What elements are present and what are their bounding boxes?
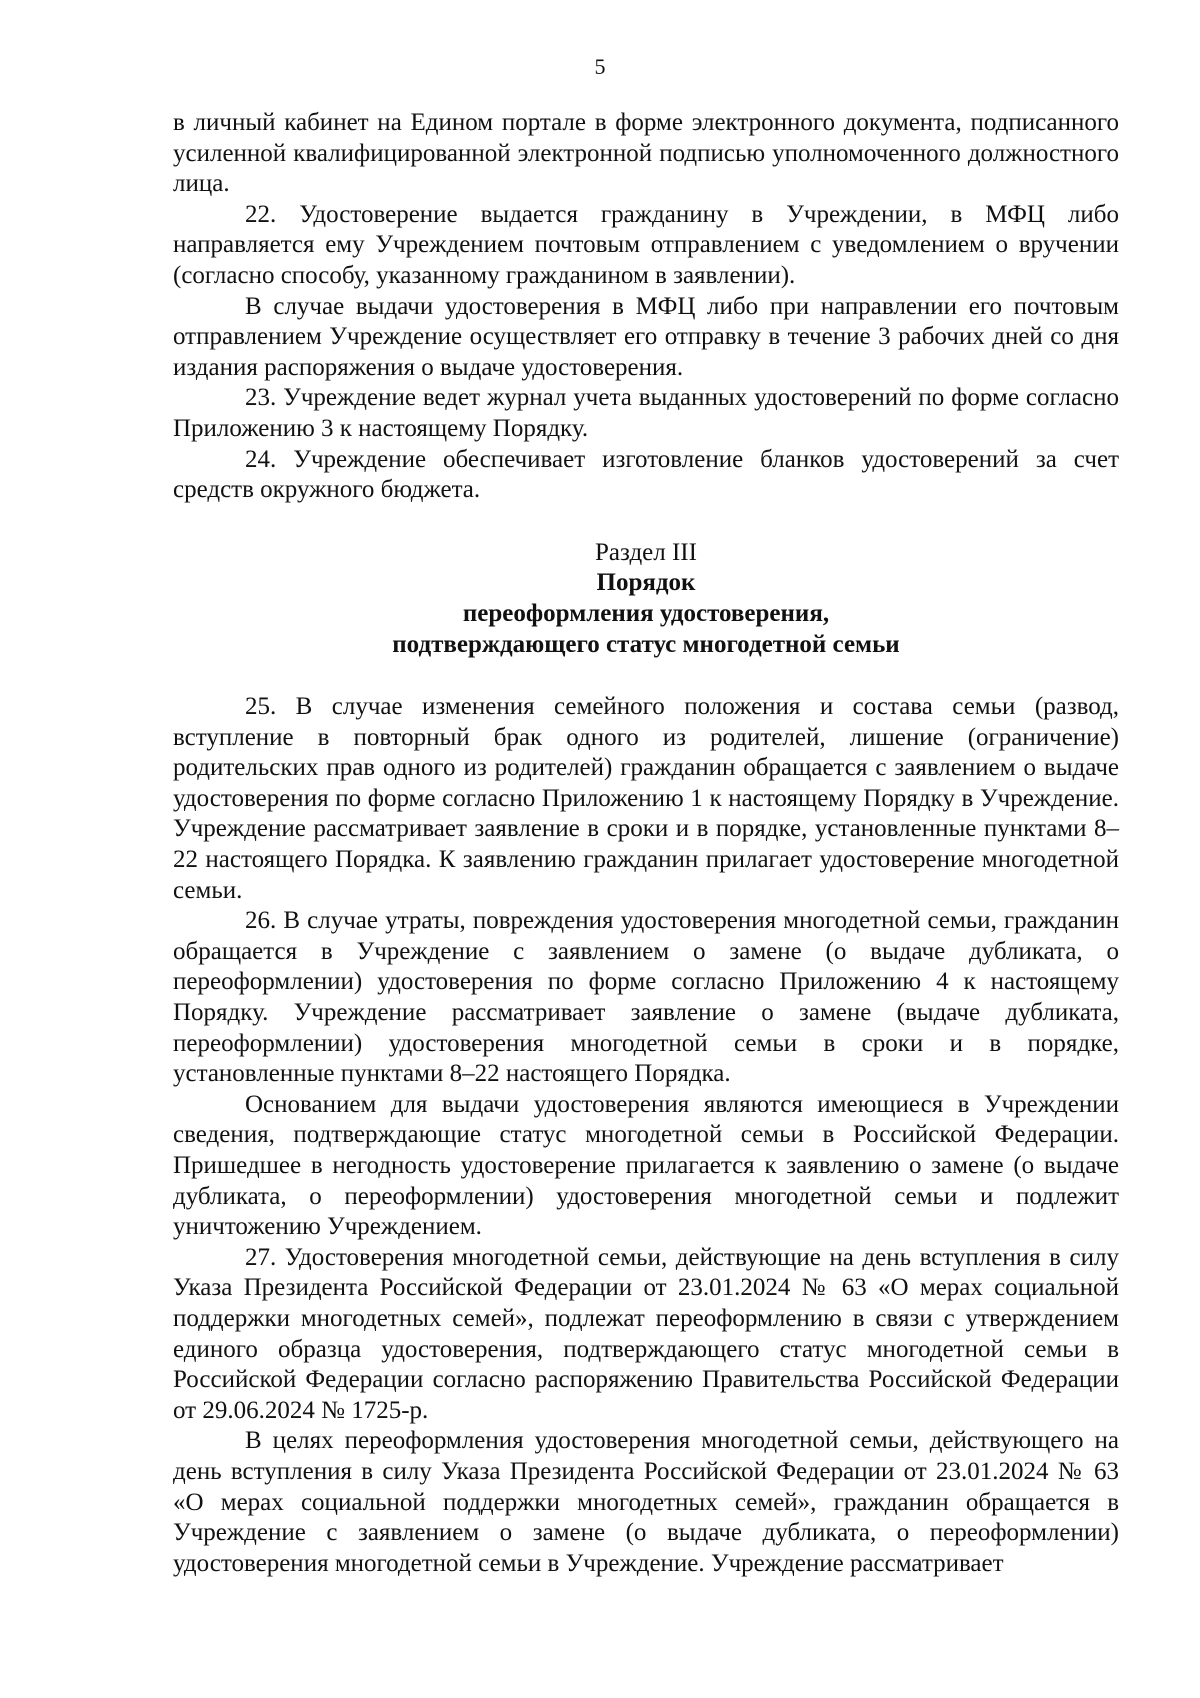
paragraph-27-reissue: В целях переоформления удостоверения многодетной семьи, действующего на день вступления в силу Указа Президента Российской Федерации от 23.01.2024 № 63 «О мерах социальной поддержки многодетных семей», гражданин обращается в Учреждение с заявлением о замене (о выдаче дубликата, о переоформлении) удостоверения многодетной семьи в Учреждение. Учреждение рассматривает: [173, 1427, 1119, 1577]
paragraph-24: 24. Учреждение обеспечивает изготовление бланков удостоверений за счет средств окружного бюджета.: [173, 445, 1119, 504]
paragraph-26-basis: Основанием для выдачи удостоверения являются имеющиеся в Учреждении сведения, подтверждающие статус многодетной семьи в Российской Федерации. Пришедшее в негодность удостоверение прилагается к заявлению о замене (о выдаче дубликата, о переоформлении) удостоверения многодетной семьи и подлежит уничтожению Учреждением.: [173, 1090, 1119, 1241]
section-heading: [173, 538, 1119, 660]
paragraph-25: 25. В случае изменения семейного положения и состава семьи (развод, вступление в повторный брак одного из родителей, лишение (ограничение) родительских прав одного из родителей) гражданин обращается с заявлением о выдаче удостоверения по форме согласно Приложению 1 к настоящему Порядку в Учреждение. Учреждение рассматривает заявление в сроки и в порядке, установленные пунктами 8–22 настоящего Порядка. К заявлению гражданин прилагает удостоверение многодетной семьи.: [173, 693, 1119, 904]
page-number: 5: [594, 54, 606, 79]
paragraph-22: 22. Удостоверение выдается гражданину в Учреждении, в МФЦ либо направляется ему Учреждением почтовым отправлением с уведомлением о вручении (согласно способу, указанному гражданином в заявлении).: [173, 200, 1119, 289]
paragraph-26: 26. В случае утраты, повреждения удостоверения многодетной семьи, гражданин обращается в Учреждение с заявлением о замене (о выдаче дубликата, о переоформлении) удостоверения по форме согласно Приложению 4 к настоящему Порядку. Учреждение рассматривает заявление о замене (выдаче дубликата, переоформлении) удостоверения многодетной семьи в сроки и в порядке, установленные пунктами 8–22 настоящего Порядка.: [173, 907, 1119, 1088]
paragraph-23: 23. Учреждение ведет журнал учета выданных удостоверений по форме согласно Приложению 3 к настоящему Порядку.: [173, 384, 1119, 442]
document-body: [173, 108, 1119, 1579]
section-title-line3: подтверждающего статус многодетной семьи: [392, 630, 900, 658]
section-label: Раздел III: [595, 538, 697, 566]
paragraph-continuation: в личный кабинет на Едином портале в форме электронного документа, подписанного усиленной квалифицированной электронной подписью уполномоченного должностного лица.: [173, 109, 1119, 198]
paragraph-22-postal: В случае выдачи удостоверения в МФЦ либо при направлении его почтовым отправлением Учреждение осуществляет его отправку в течение 3 рабочих дней со дня издания распоряжения о выдаче удостоверения.: [173, 292, 1119, 381]
section-title-line2: переоформления удостоверения,: [462, 599, 830, 627]
paragraph-27: 27. Удостоверения многодетной семьи, действующие на день вступления в силу Указа Президента Российской Федерации от 23.01.2024 № 63 «О мерах социальной поддержки многодетных семей», подлежат переоформлению в связи с утверждением единого образца удостоверения, подтверждающего статус многодетной семьи в Российской Федерации согласно распоряжению Правительства Российской Федерации от 29.06.2024 № 1725-р.: [173, 1243, 1119, 1424]
section-title-line1: Порядок: [596, 569, 696, 597]
